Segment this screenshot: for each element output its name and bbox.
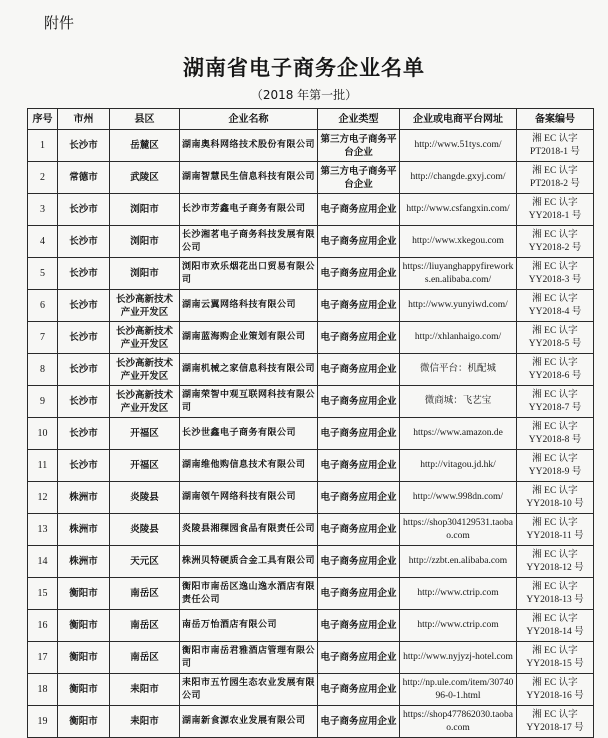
cell-company: 湖南云翼网络科技有限公司 — [180, 290, 318, 322]
cell-record: 湘 EC 认字 YY2018-2 号 — [517, 226, 594, 258]
cell-type: 电子商务应用企业 — [318, 706, 400, 738]
cell-no: 8 — [28, 354, 58, 386]
cell-company: 长沙市芳鑫电子商务有限公司 — [180, 194, 318, 226]
cell-city: 长沙市 — [58, 226, 110, 258]
cell-record: 湘 EC 认字 YY2018-7 号 — [517, 386, 594, 418]
cell-no: 11 — [28, 450, 58, 482]
cell-record: 湘 EC 认字 YY2018-15 号 — [517, 642, 594, 674]
cell-no: 5 — [28, 258, 58, 290]
cell-type: 电子商务应用企业 — [318, 610, 400, 642]
cell-website: http://www.nyjyzj-hotel.com — [400, 642, 517, 674]
cell-company: 长沙湘茗电子商务科技发展有限公司 — [180, 226, 318, 258]
cell-county: 开福区 — [110, 450, 180, 482]
cell-county: 浏阳市 — [110, 194, 180, 226]
cell-county: 长沙高新技术产业开发区 — [110, 322, 180, 354]
cell-type: 电子商务应用企业 — [318, 578, 400, 610]
cell-county: 耒阳市 — [110, 706, 180, 738]
cell-county: 长沙高新技术产业开发区 — [110, 354, 180, 386]
cell-type: 电子商务应用企业 — [318, 194, 400, 226]
cell-type: 电子商务应用企业 — [318, 386, 400, 418]
cell-county: 南岳区 — [110, 578, 180, 610]
cell-record: 湘 EC 认字 YY2018-6 号 — [517, 354, 594, 386]
cell-company: 湖南维他购信息技术有限公司 — [180, 450, 318, 482]
header-no: 序号 — [28, 109, 58, 130]
cell-company: 衡阳市南岳君雅酒店管理有限公司 — [180, 642, 318, 674]
cell-record: 湘 EC 认字 YY2018-10 号 — [517, 482, 594, 514]
cell-company: 湖南智慧民生信息科技有限公司 — [180, 162, 318, 194]
cell-type: 第三方电子商务平台企业 — [318, 130, 400, 162]
cell-website: http://www.csfangxin.com/ — [400, 194, 517, 226]
table-body — [28, 130, 594, 738]
table-row — [28, 514, 594, 546]
cell-website: http://www.998dn.com/ — [400, 482, 517, 514]
cell-record: 湘 EC 认字 YY2018-12 号 — [517, 546, 594, 578]
table-row — [28, 674, 594, 706]
cell-type: 电子商务应用企业 — [318, 258, 400, 290]
cell-city: 衡阳市 — [58, 642, 110, 674]
cell-record: 湘 EC 认字 PT2018-1 号 — [517, 130, 594, 162]
table-row — [28, 706, 594, 738]
cell-record: 湘 EC 认字 YY2018-1 号 — [517, 194, 594, 226]
cell-city: 衡阳市 — [58, 610, 110, 642]
cell-website: http://www.51tys.com/ — [400, 130, 517, 162]
header-city: 市州 — [58, 109, 110, 130]
cell-website: http://www.yunyiwd.com/ — [400, 290, 517, 322]
header-county: 县区 — [110, 109, 180, 130]
cell-company: 湖南领午网络科技有限公司 — [180, 482, 318, 514]
document-subtitle: （2018 年第一批） — [250, 88, 358, 102]
cell-record: 湘 EC 认字 YY2018-14 号 — [517, 610, 594, 642]
cell-no: 6 — [28, 290, 58, 322]
cell-city: 长沙市 — [58, 322, 110, 354]
cell-company: 浏阳市欢乐烟花出口贸易有限公司 — [180, 258, 318, 290]
cell-company: 湖南蓝海购企业策划有限公司 — [180, 322, 318, 354]
cell-record: 湘 EC 认字 YY2018-3 号 — [517, 258, 594, 290]
cell-company: 湖南新食源农业发展有限公司 — [180, 706, 318, 738]
table-row — [28, 290, 594, 322]
header-website: 企业或电商平台网址 — [400, 109, 517, 130]
table-row — [28, 162, 594, 194]
table-header-row — [28, 109, 594, 130]
cell-no: 13 — [28, 514, 58, 546]
cell-county: 天元区 — [110, 546, 180, 578]
cell-website: https://shop477862030.taobao.com — [400, 706, 517, 738]
table-row — [28, 418, 594, 450]
cell-type: 电子商务应用企业 — [318, 642, 400, 674]
cell-website: http://www.ctrip.com — [400, 610, 517, 642]
cell-type: 电子商务应用企业 — [318, 354, 400, 386]
table-row — [28, 386, 594, 418]
cell-no: 16 — [28, 610, 58, 642]
cell-county: 炎陵县 — [110, 482, 180, 514]
cell-record: 湘 EC 认字 YY2018-16 号 — [517, 674, 594, 706]
cell-website: http://zzbt.en.alibaba.com — [400, 546, 517, 578]
cell-no: 15 — [28, 578, 58, 610]
cell-city: 长沙市 — [58, 194, 110, 226]
cell-company: 耒阳市五竹园生态农业发展有限公司 — [180, 674, 318, 706]
cell-company: 湖南荣智中观互联网科技有限公司 — [180, 386, 318, 418]
cell-no: 4 — [28, 226, 58, 258]
cell-city: 株洲市 — [58, 482, 110, 514]
table-row — [28, 354, 594, 386]
cell-record: 湘 EC 认字 YY2018-11 号 — [517, 514, 594, 546]
cell-city: 长沙市 — [58, 418, 110, 450]
cell-city: 株洲市 — [58, 514, 110, 546]
cell-record: 湘 EC 认字 YY2018-9 号 — [517, 450, 594, 482]
cell-city: 常德市 — [58, 162, 110, 194]
cell-county: 长沙高新技术产业开发区 — [110, 290, 180, 322]
cell-website: http://np.ule.com/item/3074096-0-1.html — [400, 674, 517, 706]
cell-no: 1 — [28, 130, 58, 162]
cell-county: 开福区 — [110, 418, 180, 450]
cell-website: 微信平台：机配城 — [400, 354, 517, 386]
cell-website: http://vitagou.jd.hk/ — [400, 450, 517, 482]
cell-company: 衡阳市南岳区逸山逸水酒店有限责任公司 — [180, 578, 318, 610]
cell-county: 长沙高新技术产业开发区 — [110, 386, 180, 418]
cell-county: 炎陵县 — [110, 514, 180, 546]
cell-type: 电子商务应用企业 — [318, 450, 400, 482]
cell-county: 浏阳市 — [110, 226, 180, 258]
table-row — [28, 642, 594, 674]
cell-website: http://xhlanhaigo.com/ — [400, 322, 517, 354]
cell-no: 12 — [28, 482, 58, 514]
cell-website: https://shop304129531.taobao.com — [400, 514, 517, 546]
table-row — [28, 194, 594, 226]
cell-city: 衡阳市 — [58, 674, 110, 706]
cell-county: 岳麓区 — [110, 130, 180, 162]
table-row — [28, 322, 594, 354]
cell-record: 湘 EC 认字 YY2018-13 号 — [517, 578, 594, 610]
cell-website: http://changde.gxyj.com/ — [400, 162, 517, 194]
cell-city: 长沙市 — [58, 258, 110, 290]
table-row — [28, 450, 594, 482]
attachment-label: 附件 — [44, 14, 75, 32]
cell-record: 湘 EC 认字 YY2018-4 号 — [517, 290, 594, 322]
cell-city: 衡阳市 — [58, 706, 110, 738]
cell-city: 长沙市 — [58, 354, 110, 386]
cell-county: 南岳区 — [110, 642, 180, 674]
cell-county: 南岳区 — [110, 610, 180, 642]
cell-company: 湖南奥科网络技术股份有限公司 — [180, 130, 318, 162]
header-type: 企业类型 — [318, 109, 400, 130]
cell-no: 2 — [28, 162, 58, 194]
cell-company: 长沙世鑫电子商务有限公司 — [180, 418, 318, 450]
cell-city: 长沙市 — [58, 130, 110, 162]
cell-city: 长沙市 — [58, 450, 110, 482]
cell-city: 长沙市 — [58, 386, 110, 418]
company-table — [27, 108, 594, 738]
cell-website: https://www.amazon.de — [400, 418, 517, 450]
cell-type: 电子商务应用企业 — [318, 418, 400, 450]
table-row — [28, 482, 594, 514]
table-row — [28, 546, 594, 578]
table-row — [28, 610, 594, 642]
cell-type: 第三方电子商务平台企业 — [318, 162, 400, 194]
cell-company: 炎陵县湘稞园食品有限责任公司 — [180, 514, 318, 546]
table-row — [28, 578, 594, 610]
cell-no: 18 — [28, 674, 58, 706]
cell-no: 19 — [28, 706, 58, 738]
cell-record: 湘 EC 认字 PT2018-2 号 — [517, 162, 594, 194]
cell-record: 湘 EC 认字 YY2018-5 号 — [517, 322, 594, 354]
cell-county: 浏阳市 — [110, 258, 180, 290]
table-row — [28, 258, 594, 290]
cell-type: 电子商务应用企业 — [318, 674, 400, 706]
document-title: 湖南省电子商务企业名单 — [183, 56, 425, 80]
cell-website: 微商城：飞艺宝 — [400, 386, 517, 418]
cell-type: 电子商务应用企业 — [318, 546, 400, 578]
cell-no: 7 — [28, 322, 58, 354]
cell-no: 10 — [28, 418, 58, 450]
cell-no: 3 — [28, 194, 58, 226]
cell-no: 14 — [28, 546, 58, 578]
cell-type: 电子商务应用企业 — [318, 482, 400, 514]
cell-type: 电子商务应用企业 — [318, 226, 400, 258]
cell-type: 电子商务应用企业 — [318, 322, 400, 354]
cell-record: 湘 EC 认字 YY2018-17 号 — [517, 706, 594, 738]
table-row — [28, 130, 594, 162]
cell-record: 湘 EC 认字 YY2018-8 号 — [517, 418, 594, 450]
cell-website: http://www.ctrip.com — [400, 578, 517, 610]
cell-type: 电子商务应用企业 — [318, 290, 400, 322]
cell-company: 湖南机械之家信息科技有限公司 — [180, 354, 318, 386]
cell-company: 株洲贝特硬质合金工具有限公司 — [180, 546, 318, 578]
cell-county: 耒阳市 — [110, 674, 180, 706]
cell-no: 9 — [28, 386, 58, 418]
cell-company: 南岳万怡酒店有限公司 — [180, 610, 318, 642]
cell-website: http://www.xkegou.com — [400, 226, 517, 258]
header-company: 企业名称 — [180, 109, 318, 130]
cell-type: 电子商务应用企业 — [318, 514, 400, 546]
cell-no: 17 — [28, 642, 58, 674]
cell-county: 武陵区 — [110, 162, 180, 194]
cell-website: https://liuyanghappyfireworks.en.alibaba.com/ — [400, 258, 517, 290]
cell-city: 衡阳市 — [58, 578, 110, 610]
table-row — [28, 226, 594, 258]
cell-city: 株洲市 — [58, 546, 110, 578]
cell-city: 长沙市 — [58, 290, 110, 322]
header-record: 备案编号 — [517, 109, 594, 130]
